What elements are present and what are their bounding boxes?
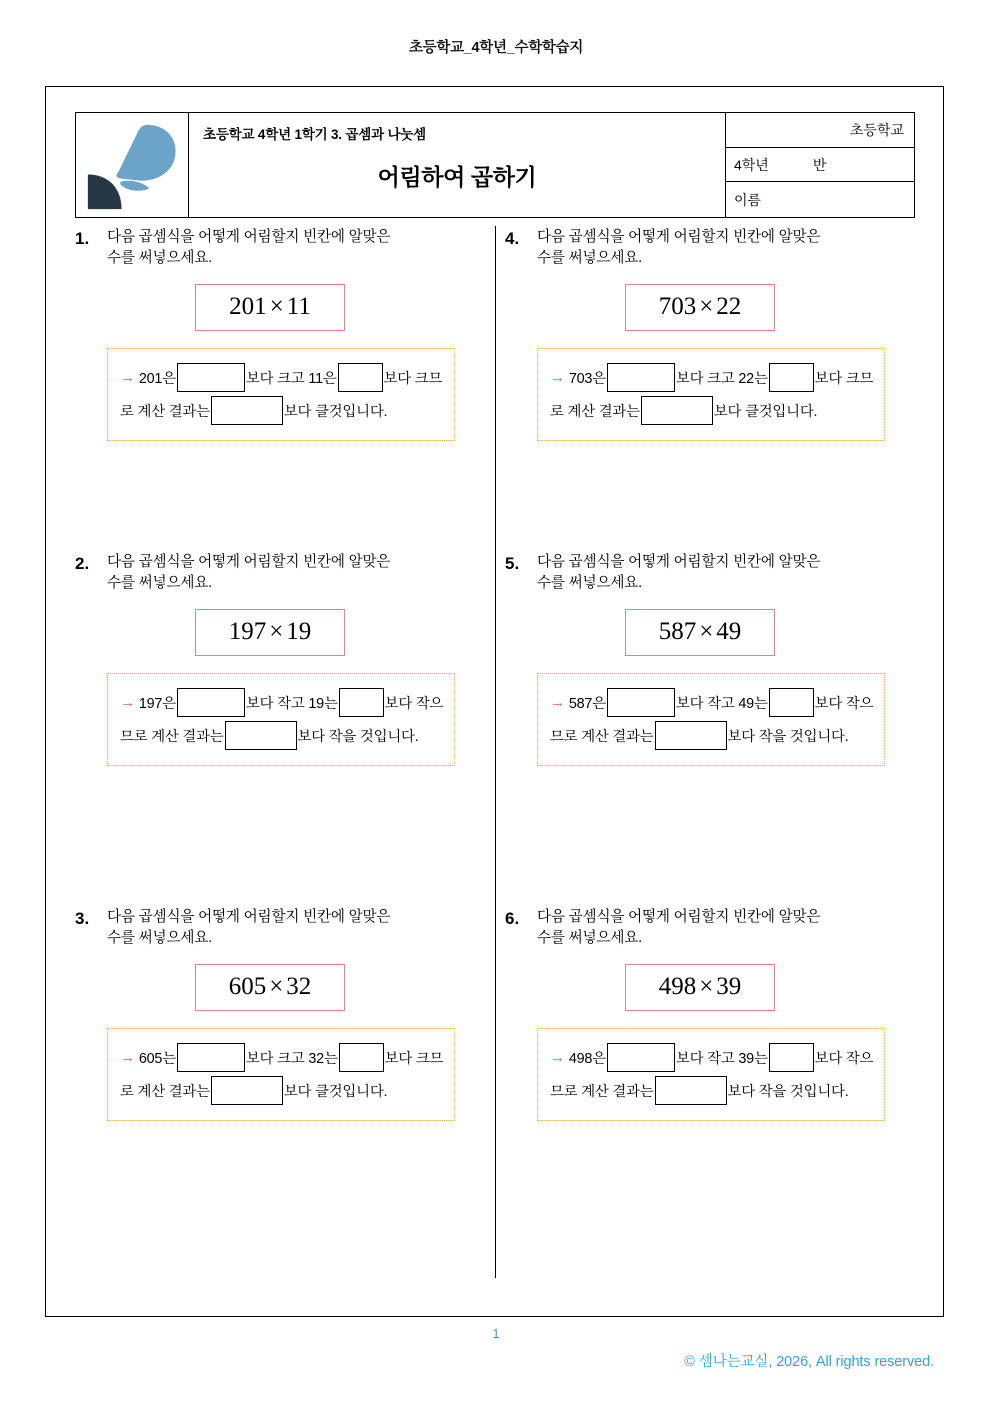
class-label: 반: [812, 156, 827, 173]
answer-part-4: 다 크므로 계산 결과는: [120, 371, 443, 420]
answer-part-3: 보: [814, 1051, 829, 1068]
answer-part-6: 것입니다.: [328, 1083, 388, 1100]
problem-item: [75, 907, 485, 1121]
page-frame: [45, 86, 944, 1317]
question-head: [505, 552, 915, 593]
prompt-line-2: 수를 써넣으세요.: [107, 929, 212, 946]
answer-area: [537, 348, 885, 441]
copyright-notice: © 셈나는교실, 2026, All rights reserved.: [684, 1354, 934, 1370]
multiply-icon: ×: [269, 973, 284, 1001]
answer-part-3: 보: [384, 696, 399, 713]
problem-number: 1.: [75, 229, 90, 248]
expression-box: [195, 609, 345, 656]
question-head: [505, 227, 915, 268]
answer-part-5: 보다 클: [713, 403, 759, 420]
expression-wrap: [505, 964, 915, 1011]
multiply-icon: ×: [269, 293, 284, 321]
question-head: [75, 227, 485, 268]
answer-part-4: 다 크므로 계산 결과는: [550, 371, 874, 420]
answer-part-3: 보: [383, 371, 398, 388]
answer-part-3: 보: [814, 371, 829, 388]
multiply-icon: ×: [269, 618, 284, 646]
answer-area: [107, 348, 455, 441]
question-text: [107, 552, 485, 593]
answer-blank-2[interactable]: [769, 1043, 814, 1072]
answer-blank-3[interactable]: [211, 396, 283, 425]
problem-number: 6.: [505, 909, 520, 928]
answer-part-1: 197은: [138, 696, 176, 713]
grade-label: 4학년: [734, 156, 769, 173]
name-row[interactable]: [726, 182, 914, 217]
answer-blank-2[interactable]: [338, 363, 383, 392]
answer-part-2: 보다 작고 49는: [675, 696, 768, 713]
question-text: [107, 227, 485, 268]
prompt-line-2: 수를 써넣으세요.: [537, 249, 642, 266]
answer-part-4: 다 작으므로 계산 결과는: [120, 696, 444, 745]
expression-wrap: [75, 284, 485, 331]
expr-left-operand: 201: [229, 293, 267, 321]
worksheet-title-table: [75, 112, 915, 218]
arrow-right-icon: →: [120, 369, 135, 387]
problem-number: 2.: [75, 554, 90, 573]
answer-blank-1[interactable]: [607, 363, 675, 392]
answer-area: [537, 1028, 885, 1121]
answer-blank-3[interactable]: [225, 721, 297, 750]
question-text: [537, 907, 915, 948]
arrow-right-icon: →: [120, 694, 135, 712]
answer-part-4: 다 크므로 계산 결과는: [120, 1051, 444, 1100]
problem-item: [75, 227, 485, 441]
answer-part-2: 보다 크고 11은: [245, 371, 337, 388]
prompt-line-1: 다음 곱셈식을 어떻게 어림할지 빈칸에 알맞은: [107, 909, 391, 925]
answer-part-2: 보다 작고 19는: [245, 696, 338, 713]
problem-item: [505, 907, 915, 1121]
expr-right-operand: 39: [716, 973, 742, 1001]
answer-part-3: 보: [384, 1051, 399, 1068]
prompt-line-2: 수를 써넣으세요.: [107, 574, 212, 591]
unit-line: 초등학교 4학년 1학기 3. 곱셈과 나눗셈: [203, 127, 427, 142]
answer-part-1: 201은: [138, 371, 176, 388]
expr-right-operand: 22: [716, 293, 742, 321]
answer-part-4: 다 작으므로 계산 결과는: [550, 696, 874, 745]
prompt-line-1: 다음 곱셈식을 어떻게 어림할지 빈칸에 알맞은: [537, 554, 821, 570]
expression-wrap: [75, 609, 485, 656]
question-head: [75, 552, 485, 593]
expression-wrap: [75, 964, 485, 1011]
expression-box: [625, 609, 775, 656]
answer-part-1: 587은: [568, 696, 606, 713]
expr-left-operand: 703: [658, 293, 697, 321]
question-text: [537, 552, 915, 593]
arrow-right-icon: →: [550, 1049, 565, 1067]
question-head: [505, 907, 915, 948]
arrow-right-icon: →: [120, 1049, 135, 1067]
expression-box: [625, 964, 775, 1011]
answer-blank-1[interactable]: [177, 363, 245, 392]
prompt-line-2: 수를 써넣으세요.: [537, 574, 642, 591]
expression-wrap: [505, 609, 915, 656]
question-text: [107, 907, 485, 948]
problem-number: 3.: [75, 909, 90, 928]
prompt-line-2: 수를 써넣으세요.: [537, 929, 642, 946]
answer-part-2: 보다 크고 32는: [245, 1051, 338, 1068]
answer-part-6: 것입니다.: [328, 403, 388, 420]
answer-part-6: 을 것입니다.: [772, 728, 849, 745]
answer-blank-2[interactable]: [339, 688, 384, 717]
school-label: 초등학교: [849, 121, 904, 138]
answer-part-6: 을 것입니다.: [772, 1083, 849, 1100]
answer-part-1: 498은: [568, 1051, 606, 1068]
multiply-icon: ×: [699, 973, 714, 1001]
answer-area: [107, 673, 455, 766]
prompt-line-1: 다음 곱셈식을 어떻게 어림할지 빈칸에 알맞은: [107, 229, 391, 245]
prompt-line-1: 다음 곱셈식을 어떻게 어림할지 빈칸에 알맞은: [537, 909, 821, 925]
answer-part-2: 보다 크고 22는: [675, 371, 768, 388]
question-text: [537, 227, 915, 268]
expression-box: [195, 964, 345, 1011]
problem-item: [505, 552, 915, 766]
school-row: [726, 113, 914, 148]
answer-blank-3[interactable]: [641, 396, 713, 425]
problem-item: [75, 552, 485, 766]
arrow-right-icon: →: [550, 694, 565, 712]
expression-wrap: [505, 284, 915, 331]
page-title: 어림하여 곱하기: [377, 164, 537, 190]
prompt-line-1: 다음 곱셈식을 어떻게 어림할지 빈칸에 알맞은: [107, 554, 391, 570]
expr-left-operand: 498: [658, 973, 697, 1001]
question-head: [75, 907, 485, 948]
answer-blank-1[interactable]: [177, 1043, 245, 1072]
answer-blank-2[interactable]: [339, 1043, 384, 1072]
prompt-line-2: 수를 써넣으세요.: [107, 249, 212, 266]
name-label: 이름: [734, 191, 762, 208]
answer-part-1: 703은: [568, 371, 606, 388]
multiply-icon: ×: [699, 618, 714, 646]
answer-blank-1[interactable]: [607, 1043, 675, 1072]
answer-blank-1[interactable]: [607, 688, 675, 717]
expr-left-operand: 587: [658, 618, 697, 646]
expr-left-operand: 197: [228, 618, 267, 646]
answer-part-3: 보: [814, 696, 829, 713]
answer-part-1: 605는: [138, 1051, 176, 1068]
answer-area: [537, 673, 885, 766]
expr-right-operand: 49: [716, 618, 742, 646]
expression-box: [625, 284, 775, 331]
answer-blank-2[interactable]: [769, 688, 814, 717]
multiply-icon: ×: [699, 293, 714, 321]
answer-blank-3[interactable]: [211, 1076, 283, 1105]
answer-part-5: 보다 작: [727, 728, 773, 745]
answer-part-5: 보다 작: [727, 1083, 773, 1100]
arrow-right-icon: →: [550, 369, 565, 387]
expr-right-operand: 11: [286, 293, 311, 321]
answer-part-4: 다 작으므로 계산 결과는: [550, 1051, 874, 1100]
problem-number: 4.: [505, 229, 520, 248]
answer-part-6: 을 것입니다.: [342, 728, 419, 745]
problem-item: [505, 227, 915, 441]
grade-class-row[interactable]: [726, 148, 914, 183]
answer-part-6: 것입니다.: [758, 403, 818, 420]
prompt-line-1: 다음 곱셈식을 어떻게 어림할지 빈칸에 알맞은: [537, 229, 821, 245]
answer-blank-3[interactable]: [655, 1076, 727, 1105]
answer-area: [107, 1028, 455, 1121]
running-header: 초등학교_4학년_수학학습지: [408, 40, 584, 56]
answer-part-5: 보다 작: [297, 728, 343, 745]
answer-part-5: 보다 클: [283, 403, 329, 420]
problem-number: 5.: [505, 554, 520, 573]
answer-blank-1[interactable]: [177, 688, 245, 717]
page-number: 1: [492, 1327, 500, 1341]
expr-right-operand: 32: [286, 973, 312, 1001]
expression-box: [195, 284, 345, 331]
expr-left-operand: 605: [228, 973, 267, 1001]
logo-cell: [76, 113, 189, 217]
title-cell: [189, 113, 726, 217]
answer-part-2: 보다 작고 39는: [675, 1051, 768, 1068]
answer-blank-2[interactable]: [769, 363, 814, 392]
answer-blank-3[interactable]: [655, 721, 727, 750]
answer-part-5: 보다 클: [283, 1083, 329, 1100]
expr-right-operand: 19: [286, 618, 312, 646]
student-info-table: [726, 113, 914, 217]
column-divider: [495, 226, 496, 1278]
semna-classroom-logo-icon: [76, 113, 188, 218]
